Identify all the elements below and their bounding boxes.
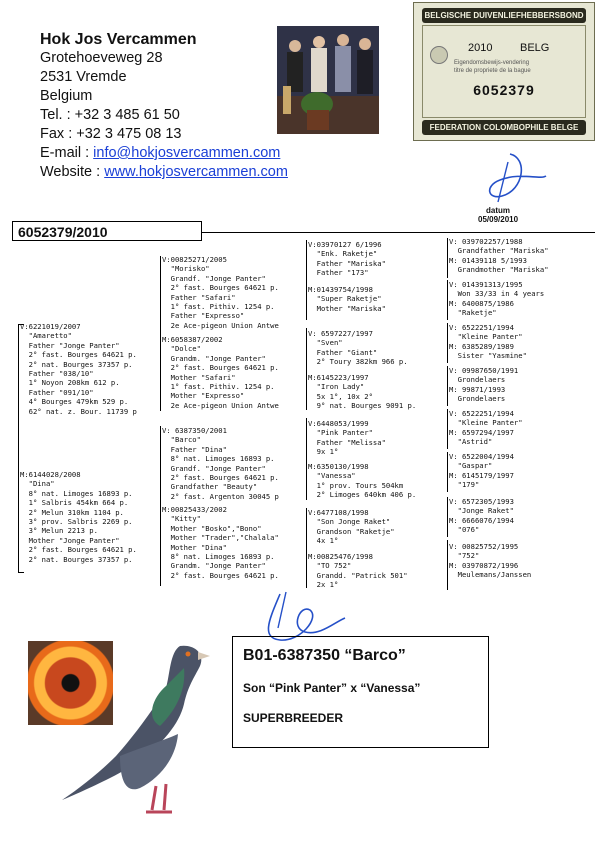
- stamp-punch-hole: [430, 46, 448, 64]
- bracket-gen4-2: [447, 280, 448, 320]
- bracket-gen4-6: [447, 452, 448, 492]
- street: Grotehoeveweg 28: [40, 50, 163, 66]
- team-photo: [277, 26, 379, 134]
- pigeon-parents: Son “Pink Panter” x “Vanessa”: [243, 681, 421, 695]
- ownership-certificate-stamp: [413, 2, 595, 141]
- gen3-entry-4: M:6145223/1997 "Iron Lady" 5x 1°, 10x 2° 9° nat. Bourges 9091 p.: [308, 373, 417, 411]
- gen4-entry-2: V: 014391313/1995 Won 33/33 in 4 years M: 6400875/1986 "Raketje": [449, 280, 545, 318]
- gen4-entry-3: V: 6522251/1994 "Kleine Panter" M: 6385289/1989 Sister "Yasmine": [449, 323, 527, 361]
- email-line: [40, 144, 288, 163]
- gen4-entry-5: V: 6522251/1994 "Kleine Panter" M: 6597294/1997 "Astrid": [449, 409, 523, 447]
- maternal-granddam: M:00825433/2002 "Kitty" Mother "Bosko","Bono" Mother "Trader","Chalala" Mother "Dina" 8° nat. Limoges 16893 p. Grandm. "Jonge Panter" 2° fast. Bourges 64621 p.: [162, 505, 279, 580]
- fax: Fax : +32 3 475 08 13: [40, 126, 182, 142]
- gen3-entry-2: M:01439754/1998 "Super Raketje" Mother "Mariska": [308, 285, 386, 313]
- date-value: 05/09/2010: [478, 215, 519, 224]
- stamp-top-band: BELGISCHE DUIVENLIEFHEBBERSBOND: [422, 8, 586, 23]
- website-line: [40, 163, 288, 182]
- pigeon-ring-name: B01-6387350 “Barco”: [243, 647, 406, 664]
- bracket-gen4-1: [447, 238, 448, 278]
- bracket-gen3b: [306, 328, 307, 410]
- sire-entry: V:6221019/2007 "Amaretto" Father "Jonge Panter" 2° fast. Bourges 64621 p. 2° nat. Bourges 37357 p. Father "038/10" 1° Noyon 208km 612 p. Father "091/10" 4° Bourges 479km 529 p. 62° nat. z. Bour. 11739 p: [20, 322, 137, 416]
- website-label: Website :: [40, 164, 105, 180]
- gen4-entry-6: V: 6522004/1994 "Gaspar" M: 6145179/1997 "179": [449, 452, 514, 490]
- gen3-entry-7: V:6477108/1998 "Son Jonge Raket" Grandson "Raketje" 4x 1°: [308, 508, 395, 546]
- signature-top: [480, 150, 550, 210]
- bracket-gen3c: [306, 418, 307, 500]
- gen3-entry-8: M:00825476/1998 "TO 752" Grandd. "Patrick 501" 2x 1°: [308, 552, 408, 590]
- pigeon-title: SUPERBREEDER: [243, 711, 344, 725]
- tick: [18, 572, 24, 573]
- email-link[interactable]: info@hokjosvercammen.com: [93, 145, 281, 161]
- gen4-entry-7: V: 6572305/1993 "Jonge Raket" M: 6666076/1994 "076": [449, 497, 514, 535]
- pigeon-photo: [60, 638, 220, 828]
- ring-number: 6052379/2010: [12, 221, 202, 241]
- maternal-grandsire: V: 6387350/2001 "Barco" Father "Dina" 8° nat. Limoges 16893 p. Grandf. "Jonge Panter" 2° fast. Bourges 64621 p. Grandfather "Beauty" 2° fast. Argenton 30045 p: [162, 426, 279, 501]
- bracket-gen1: [18, 324, 19, 572]
- stamp-fine-text: [454, 59, 584, 75]
- paternal-granddam: M:6058387/2002 "Dolce" Grandm. "Jonge Panter" 2° fast. Bourges 64621 p. Mother "Safari" 1° fast. Pithiv. 1254 p. Mother "Expresso" 2e Ace-pigeon Union Antwe: [162, 335, 279, 410]
- bracket-gen2b: [160, 426, 161, 586]
- stamp-fine-1: Eigendomsbewijs-vendering: [454, 60, 530, 66]
- gen3-entry-3: V: 6597227/1997 "Sven" Father "Giant" 2° Toury 382km 966 p.: [308, 329, 408, 367]
- bracket-gen2a: [160, 256, 161, 411]
- website-link[interactable]: www.hokjosvercammen.com: [104, 164, 288, 180]
- loft-name: Hok Jos Vercammen: [40, 31, 197, 48]
- dam-entry: M:6144028/2008 "Dina" 8° nat. Limoges 16893 p. 1° Salbris 454km 664 p. 2° Melun 310km 1104 p. 3° prov. Salbris 2269 p. 3° Melun 2213 p. Mother "Jonge Panter" 2° fast. Bourges 64621 p. 2° nat. Bourges 37357 p.: [20, 470, 137, 564]
- bracket-gen3a: [306, 240, 307, 320]
- date-label: datum: [486, 206, 511, 215]
- stamp-country: BELG: [520, 42, 550, 54]
- city: 2531 Vremde: [40, 69, 127, 85]
- paternal-grandsire: V:00825271/2005 "Morisko" Grandf. "Jonge Panter" 2° fast. Bourges 64621 p. Father "Safari" 1° fast. Pithiv. 1254 p. Father "Expresso" 2e Ace-pigeon Union Antwe: [162, 255, 279, 330]
- bracket-gen4-4: [447, 366, 448, 406]
- address-block: [40, 30, 288, 182]
- gen4-entry-8: V: 00825752/1995 "752" M: 03970872/1996 Meulemans/Janssen: [449, 542, 532, 580]
- gen4-entry-1: V: 039702257/1988 Grandfather "Mariska" M: 01439118 5/1993 Grandmother "Mariska": [449, 237, 549, 275]
- pigeon-info-box: [232, 636, 489, 748]
- gen3-entry-5: V:6448053/1999 "Pink Panter" Father "Melissa" 9x 1°: [308, 419, 386, 457]
- bracket-gen4-7: [447, 497, 448, 537]
- stamp-year: 2010: [468, 42, 493, 54]
- gen4-entry-4: V: 09987650/1991 Grondelaers M: 99871/1993 Grondelaers: [449, 366, 519, 404]
- stamp-number: 6052379: [473, 82, 535, 98]
- date-stamp: [478, 206, 518, 224]
- bracket-gen4-3: [447, 323, 448, 363]
- bracket-gen4-5: [447, 409, 448, 449]
- country: Belgium: [40, 88, 93, 104]
- bracket-gen4-8: [447, 540, 448, 590]
- bracket-gen3d: [306, 508, 307, 588]
- stamp-fine-2: titre de propriete de la bague: [454, 68, 531, 74]
- email-label: E-mail :: [40, 145, 94, 161]
- telephone: Tel. : +32 3 485 61 50: [40, 107, 180, 123]
- gen3-entry-1: V:03970127 6/1996 "Enk. Raketje" Father "Mariska" Father "173": [308, 240, 386, 278]
- stamp-bottom-band: FEDERATION COLOMBOPHILE BELGE: [422, 120, 586, 135]
- gen3-entry-6: M:6350130/1998 "Vanessa" 1° prov. Tours 504km 2° Limoges 640km 406 p.: [308, 462, 417, 500]
